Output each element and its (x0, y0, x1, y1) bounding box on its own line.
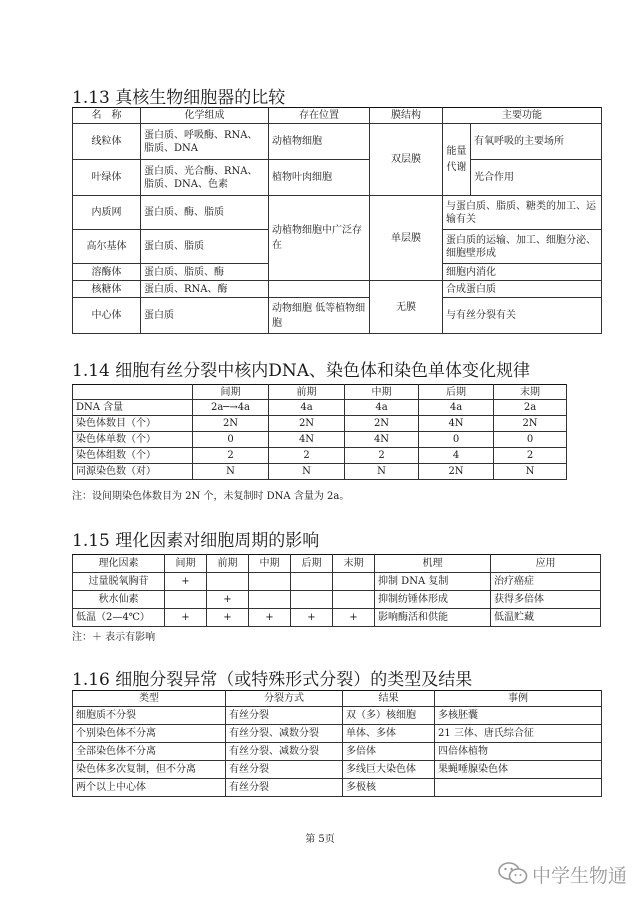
organelle-function: 光合作用 (471, 160, 602, 196)
row-label: 低温（2—4℃） (73, 609, 165, 627)
row-label: 同源染色数（对） (73, 464, 193, 480)
cell-value: 2 (269, 448, 345, 464)
table-row (73, 707, 602, 725)
energy-metabolism: 能量代谢 (443, 124, 471, 196)
cell-value: 4N (419, 416, 494, 432)
type-cell: 细胞质不分裂 (73, 707, 226, 725)
application: 治疗癌症 (491, 573, 601, 591)
header-phase: 中期 (345, 385, 419, 400)
cell-value: 2N (345, 416, 419, 432)
header-phase: 间期 (165, 555, 207, 573)
organelle-name: 核糖体 (73, 281, 141, 298)
cell-value: 4N (269, 432, 345, 448)
header-phase: 后期 (419, 385, 494, 400)
header-phase: 后期 (291, 555, 333, 573)
result-cell: 多倍体 (343, 743, 435, 761)
division-mode-cell: 有丝分裂、减数分裂 (226, 743, 343, 761)
example-cell: 多核胚囊 (435, 707, 602, 725)
header-division-mode: 分裂方式 (226, 691, 343, 707)
organelle-composition: 蛋白质 (141, 298, 269, 334)
organelle-location-empty (269, 281, 370, 298)
effect-mark: + (207, 609, 249, 627)
effect-mark (333, 573, 375, 591)
abnormal-division-table (72, 690, 602, 797)
example-cell: 四倍体植物 (435, 743, 602, 761)
membrane-double: 双层膜 (370, 124, 443, 196)
organelle-location: 植物叶肉细胞 (269, 160, 370, 196)
cell-value: 0 (494, 432, 567, 448)
row-label: 秋水仙素 (73, 591, 165, 609)
table-row (73, 464, 567, 480)
table-row (73, 609, 601, 627)
cell-value: 2a (494, 400, 567, 416)
type-cell: 个别染色体不分离 (73, 725, 226, 743)
organelle-name: 高尔基体 (73, 230, 141, 264)
organelle-composition: 蛋白质、呼吸酶、RNA、脂质、DNA (141, 124, 269, 160)
type-cell: 两个以上中心体 (73, 779, 226, 797)
header-phase: 前期 (269, 385, 345, 400)
section-title-1-14: 1.14 细胞有丝分裂中核内DNA、染色体和染色单体变化规律 (72, 361, 531, 381)
membrane-single: 单层膜 (370, 196, 443, 281)
organelle-composition: 蛋白质、RNA、酶 (141, 281, 269, 298)
cell-value: 0 (193, 432, 269, 448)
membrane-none: 无膜 (370, 281, 443, 334)
effect-mark (333, 591, 375, 609)
cell-value: N (269, 464, 345, 480)
organelle-function: 与有丝分裂有关 (443, 298, 602, 334)
effect-mark: + (165, 573, 207, 591)
page-number: 第 5页 (305, 834, 335, 845)
watermark-text: 中学生物通 (532, 864, 628, 887)
organelle-composition: 蛋白质、光合酶、RNA、脂质、DNA、色素 (141, 160, 269, 196)
watermark (498, 857, 633, 891)
division-mode-cell: 有丝分裂 (226, 779, 343, 797)
organelle-name: 溶酶体 (73, 264, 141, 281)
row-label: 染色体组数（个） (73, 448, 193, 464)
organelle-composition: 蛋白质、脂质、酶 (141, 264, 269, 281)
cell-value: 2 (345, 448, 419, 464)
table-row (73, 743, 602, 761)
cell-value: 2N (494, 416, 567, 432)
application: 获得多倍体 (491, 591, 601, 609)
result-cell: 多线巨大染色体 (343, 761, 435, 779)
cell-value: N (345, 464, 419, 480)
organelle-function: 合成蛋白质 (443, 281, 602, 298)
cell-value: N (494, 464, 567, 480)
organelle-function: 细胞内消化 (443, 264, 602, 281)
header-phase: 末期 (494, 385, 567, 400)
section-title-1-16: 1.16 细胞分裂异常（或特殊形式分裂）的类型及结果 (72, 670, 473, 690)
cell-value: 4N (345, 432, 419, 448)
header-phase: 前期 (207, 555, 249, 573)
section-title-1-13: 1.13 真核生物细胞器的比较 (72, 88, 286, 108)
row-label: 染色体单数（个） (73, 432, 193, 448)
mechanism: 抑制纺锤体形成 (375, 591, 491, 609)
organelle-name: 内质网 (73, 196, 141, 230)
row-label: 过量脱氧胸苷 (73, 573, 165, 591)
header-membrane: 膜结构 (370, 108, 443, 124)
cell-value: 2 (193, 448, 269, 464)
table-row (73, 779, 602, 797)
note-1-14: 注：设间期染色体数目为 2N 个，未复制时 DNA 含量为 2a。 (72, 491, 350, 502)
effect-mark: + (207, 591, 249, 609)
example-cell: 果蝇唾腺染色体 (435, 761, 602, 779)
table-row (73, 591, 601, 609)
result-cell: 单体、多体 (343, 725, 435, 743)
example-cell: 21 三体、唐氏综合征 (435, 725, 602, 743)
effect-mark: + (291, 609, 333, 627)
note-1-15: 注：＋ 表示有影响 (72, 632, 156, 643)
table-row (73, 432, 567, 448)
application: 低温贮藏 (491, 609, 601, 627)
cell-value: 2N (269, 416, 345, 432)
header-name: 名 称 (73, 108, 141, 124)
header-phase: 间期 (193, 385, 269, 400)
organelle-name: 中心体 (73, 298, 141, 334)
effect-mark (291, 573, 333, 591)
header-phase: 中期 (249, 555, 291, 573)
effect-mark (207, 573, 249, 591)
cell-value: 0 (419, 432, 494, 448)
effect-mark (249, 573, 291, 591)
header-mechanism: 机理 (375, 555, 491, 573)
organelle-table (72, 107, 602, 334)
organelle-name: 叶绿体 (73, 160, 141, 196)
header-phase: 末期 (333, 555, 375, 573)
header-composition: 化学组成 (141, 108, 269, 124)
effect-mark: + (165, 609, 207, 627)
cell-value: 2N (193, 416, 269, 432)
section-title-1-15: 1.15 理化因素对细胞周期的影响 (72, 531, 320, 551)
organelle-location: 动植物细胞 (269, 124, 370, 160)
division-mode-cell: 有丝分裂、减数分裂 (226, 725, 343, 743)
table-row (73, 573, 601, 591)
table-row (73, 400, 567, 416)
header-function: 主要功能 (443, 108, 602, 124)
header-blank (73, 385, 193, 400)
mechanism: 影响酶活和供能 (375, 609, 491, 627)
type-cell: 染色体多次复制，但不分离 (73, 761, 226, 779)
effect-mark (165, 591, 207, 609)
effect-mark (291, 591, 333, 609)
header-application: 应用 (491, 555, 601, 573)
result-cell: 多极核 (343, 779, 435, 797)
header-factor: 理化因素 (73, 555, 165, 573)
organelle-location: 动物细胞 低等植物细胞 (269, 298, 370, 334)
effect-mark (249, 591, 291, 609)
organelle-function: 蛋白质的运输、加工、细胞分泌、细胞壁形成 (443, 230, 602, 264)
row-label: DNA 含量 (73, 400, 193, 416)
cell-value: 2N (419, 464, 494, 480)
organelle-function: 与蛋白质、脂质、糖类的加工、运输有关 (443, 196, 602, 230)
table-row (73, 725, 602, 743)
organelle-name: 线粒体 (73, 124, 141, 160)
header-type: 类型 (73, 691, 226, 707)
effect-mark: + (333, 609, 375, 627)
mechanism: 抑制 DNA 复制 (375, 573, 491, 591)
organelle-composition: 蛋白质、酶、脂质 (141, 196, 269, 230)
organelle-function: 有氧呼吸的主要场所 (471, 124, 602, 160)
row-label: 染色体数目（个） (73, 416, 193, 432)
example-cell (435, 779, 602, 797)
header-example: 事例 (435, 691, 602, 707)
table-row (73, 416, 567, 432)
cell-value: N (193, 464, 269, 480)
table-row (73, 448, 567, 464)
header-location: 存在位置 (269, 108, 370, 124)
organelle-location: 动植物细胞中广泛存在 (269, 196, 370, 281)
effect-mark: + (249, 609, 291, 627)
table-row (73, 761, 602, 779)
cell-value: 4a (419, 400, 494, 416)
cell-value: 2 (494, 448, 567, 464)
division-mode-cell: 有丝分裂 (226, 707, 343, 725)
organelle-composition: 蛋白质、脂质 (141, 230, 269, 264)
result-cell: 双（多）核细胞 (343, 707, 435, 725)
header-result: 结果 (343, 691, 435, 707)
mitosis-table (72, 384, 567, 480)
cell-cycle-factor-table (72, 554, 601, 627)
type-cell: 全部染色体不分离 (73, 743, 226, 761)
cell-value: 2a─→4a (193, 400, 269, 416)
wechat-icon (498, 861, 528, 887)
division-mode-cell: 有丝分裂 (226, 761, 343, 779)
cell-value: 4a (269, 400, 345, 416)
cell-value: 4a (345, 400, 419, 416)
cell-value: 4 (419, 448, 494, 464)
